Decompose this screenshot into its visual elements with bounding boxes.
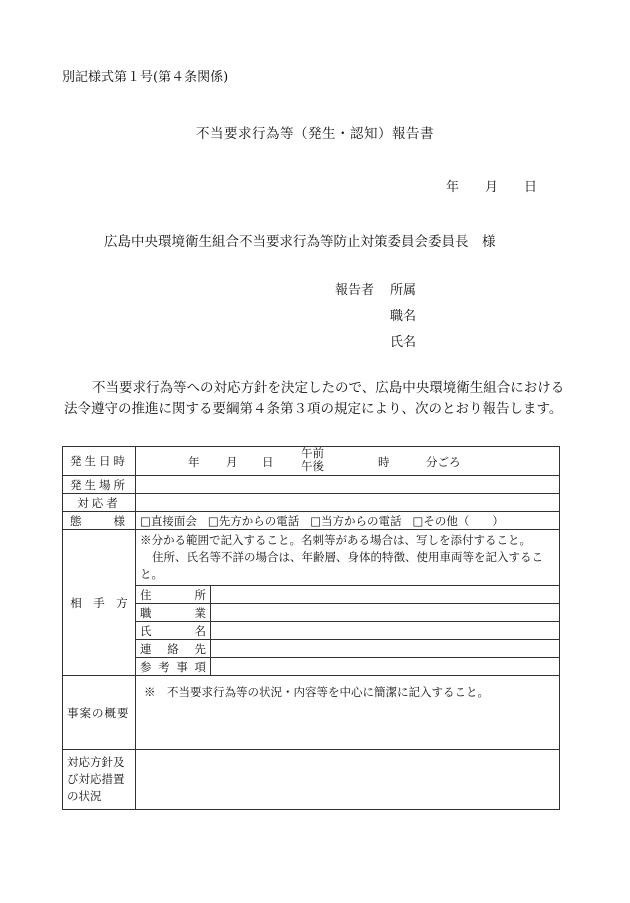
occurrence-date-cell[interactable]: [136, 447, 560, 476]
mode-label: 態 様: [63, 512, 136, 530]
cp-name-label: 氏名: [136, 622, 211, 640]
occ-day-label: 日: [262, 455, 274, 469]
counterpart-fields: [136, 586, 559, 675]
mode-options: [136, 512, 560, 530]
summary-field[interactable]: [136, 676, 560, 750]
document-title: 不当要求行為等（発生・認知）報告書: [196, 126, 434, 142]
date-month-label: 月: [485, 180, 499, 195]
occurrence-date-label: 発生日時: [63, 447, 136, 476]
counterpart-note: [136, 530, 559, 586]
pm-label: 午後: [301, 459, 324, 473]
responder-label: 対応者: [63, 494, 136, 512]
row-summary: [63, 676, 560, 750]
form-number-label: 別記様式第１号(第４条関係): [62, 70, 229, 85]
occ-month-label: 月: [226, 455, 238, 469]
responder-field[interactable]: [136, 494, 560, 512]
mode-option-other-checkbox[interactable]: □その他（ ）: [412, 513, 504, 528]
occ-year-label: 年: [188, 455, 200, 469]
report-date-line: [446, 176, 537, 195]
report-table: [62, 446, 560, 810]
location-label: 発生場所: [63, 476, 136, 494]
am-pm-label: [301, 447, 324, 473]
policy-label: 対応方針及び対応措置の状況: [63, 750, 136, 810]
row-counterpart: [63, 530, 560, 676]
counterpart-note-1: ※分かる範囲で記入すること。名刺等がある場合は、写しを添付すること。: [140, 533, 531, 547]
location-field[interactable]: [136, 476, 560, 494]
policy-field[interactable]: [136, 750, 560, 810]
mode-option-incoming-call-checkbox[interactable]: □先方からの電話: [207, 513, 300, 528]
summary-label: 事案の概要: [63, 676, 136, 750]
row-location: [63, 476, 560, 494]
cp-reference-field[interactable]: [211, 658, 560, 676]
cp-name-field[interactable]: [211, 622, 560, 640]
occ-hour-label: 時: [378, 455, 390, 469]
counterpart-label: 相 手 方: [63, 530, 136, 676]
row-mode: [63, 512, 560, 530]
reporter-name-label: 氏名: [390, 335, 417, 350]
cp-contact-label: 連絡先: [136, 640, 211, 658]
row-occurrence-date: [63, 447, 560, 476]
addressee: 広島中央環境衛生組合不当要求行為等防止対策委員会委員長 様: [104, 234, 496, 250]
row-responder: [63, 494, 560, 512]
cp-contact-field[interactable]: [211, 640, 560, 658]
mode-option-direct-checkbox[interactable]: □直接面会: [140, 513, 197, 528]
body-paragraph: [64, 378, 576, 420]
cp-reference-label: 参考事項: [136, 658, 211, 676]
cp-address-label: 住所: [136, 586, 211, 604]
cp-occupation-field[interactable]: [211, 604, 560, 622]
row-policy: [63, 750, 560, 810]
reporter-label: 報告者: [335, 283, 375, 298]
reporter-affiliation-label: 所属: [390, 283, 417, 298]
counterpart-cell: [136, 530, 560, 676]
date-year-label: 年: [446, 180, 460, 195]
occ-minute-label: 分ごろ: [426, 455, 461, 469]
am-label: 午前: [301, 446, 324, 460]
date-day-label: 日: [524, 180, 538, 195]
reporter-position-label: 職名: [390, 309, 417, 324]
cp-occupation-label: 職業: [136, 604, 211, 622]
body-text: 不当要求行為等への対応方針を決定したので、広島中央環境衛生組合における法令遵守の推進に関する要綱第４条第３項の規定により、次のとおり報告します。: [64, 380, 565, 417]
cp-address-field[interactable]: [211, 586, 560, 604]
summary-note: ※ 不当要求行為等の状況・内容等を中心に簡潔に記入すること。: [144, 685, 489, 699]
counterpart-note-2: 住所、氏名等不詳の場合は、年齢層、身体的特徴、使用車両等を記入すること。: [140, 550, 543, 581]
mode-option-outgoing-call-checkbox[interactable]: □当方からの電話: [310, 513, 402, 528]
